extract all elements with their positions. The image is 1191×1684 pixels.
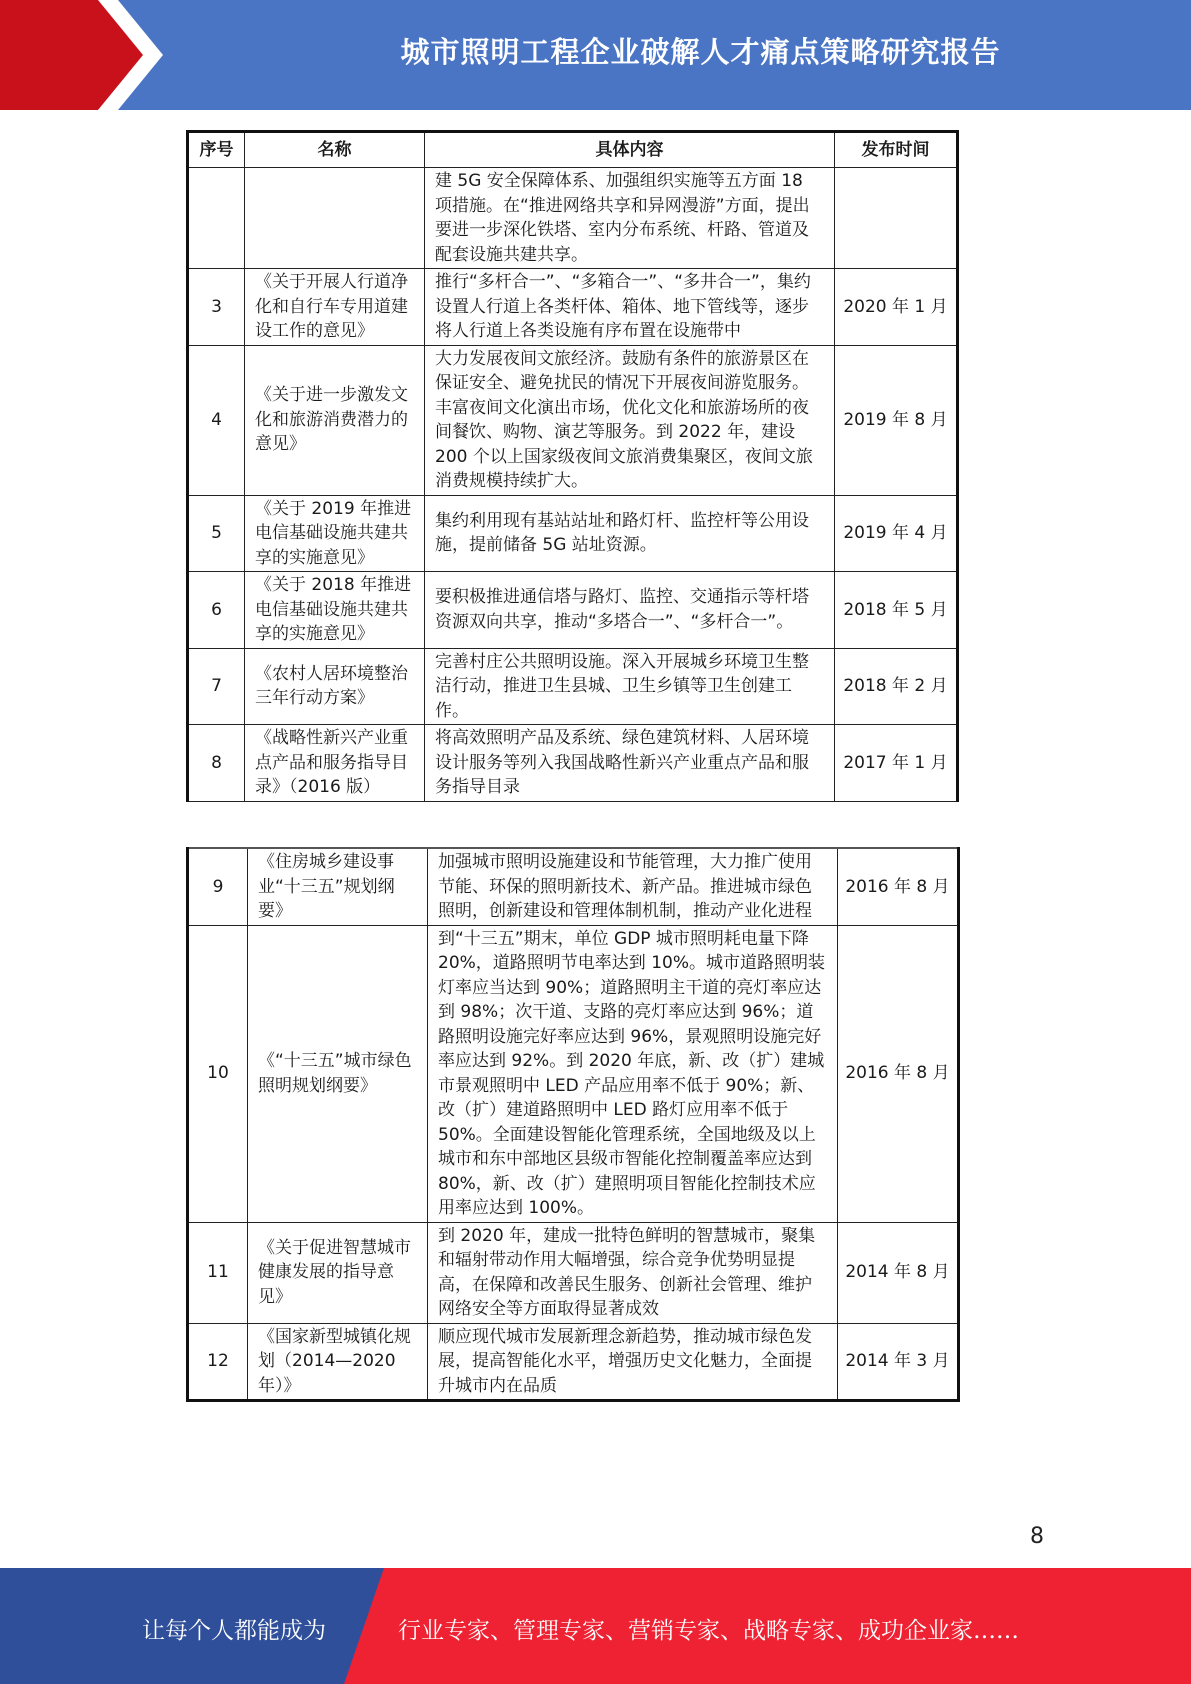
row-number: 8 bbox=[188, 725, 245, 802]
row-name: 《战略性新兴产业重点产品和服务指导目录》（2016 版） bbox=[245, 725, 425, 802]
row-content: 将高效照明产品及系统、绿色建筑材料、人居环境设计服务等列入我国战略性新兴产业重点产品和服务指导目录 bbox=[425, 725, 835, 802]
row-content: 到“十三五”期末，单位 GDP 城市照明耗电量下降 20%，道路照明节电率达到 10%。城市道路照明装灯率应当达到 90%；道路照明主干道的亮灯率应达到 98%；次干道、支路的亮灯率应达到 96%；道路照明设施完好率应达到 96%，景观照明设施完好率应达到 92%。到 2020 年底，新、改（扩）建城市景观照明中 LED 产品应用率不低于 90%；新、改（扩）建道路照明中 LED 路灯应用率不低于 50%。全面建设智能化管理系统，全国地级及以上城市和东中部地区县级市智能化控制覆盖率应达到 80%，新、改（扩）建照明项目智能化控制技术应用率应达到 100%。 bbox=[428, 925, 838, 1222]
row-number: 7 bbox=[188, 648, 245, 725]
row-content: 加强城市照明设施建设和节能管理，大力推广使用节能、环保的照明新技术、新产品。推进城市绿色照明，创新建设和管理体制机制，推动产业化进程 bbox=[428, 848, 838, 925]
row-number bbox=[188, 168, 245, 269]
row-date: 2019 年 8 月 bbox=[835, 345, 958, 495]
table-row bbox=[188, 1323, 959, 1401]
row-number: 4 bbox=[188, 345, 245, 495]
column-header-date: 发布时间 bbox=[835, 132, 958, 168]
row-number: 11 bbox=[188, 1222, 248, 1323]
table-row bbox=[188, 495, 958, 572]
row-name: 《农村人居环境整治三年行动方案》 bbox=[245, 648, 425, 725]
row-number: 12 bbox=[188, 1323, 248, 1401]
page-footer bbox=[0, 1568, 1191, 1684]
row-number: 6 bbox=[188, 572, 245, 649]
page-header bbox=[0, 0, 1191, 110]
row-number: 3 bbox=[188, 269, 245, 346]
row-name bbox=[245, 168, 425, 269]
row-date: 2016 年 8 月 bbox=[838, 925, 959, 1222]
row-content: 建 5G 安全保障体系、加强组织实施等五方面 18 项措施。在“推进网络共享和异网漫游”方面，提出要进一步深化铁塔、室内分布系统、杆路、管道及配套设施共建共享。 bbox=[425, 168, 835, 269]
row-number: 9 bbox=[188, 848, 248, 925]
row-number: 10 bbox=[188, 925, 248, 1222]
policy-table-part2 bbox=[186, 847, 960, 1402]
row-name: 《“十三五”城市绿色照明规划纲要》 bbox=[248, 925, 428, 1222]
row-date: 2018 年 2 月 bbox=[835, 648, 958, 725]
table-row bbox=[188, 269, 958, 346]
row-name: 《关于 2019 年推进电信基础设施共建共享的实施意见》 bbox=[245, 495, 425, 572]
row-name: 《国家新型城镇化规划（2014—2020 年）》 bbox=[248, 1323, 428, 1401]
row-content: 集约利用现有基站站址和路灯杆、监控杆等公用设施，提前储备 5G 站址资源。 bbox=[425, 495, 835, 572]
footer-slogan-right: 行业专家、管理专家、营销专家、战略专家、成功企业家…… bbox=[398, 1618, 1019, 1644]
row-date: 2016 年 8 月 bbox=[838, 848, 959, 925]
row-name: 《关于进一步激发文化和旅游消费潜力的意见》 bbox=[245, 345, 425, 495]
table-row bbox=[188, 848, 959, 925]
table-row bbox=[188, 648, 958, 725]
row-content: 推行“多杆合一”、“多箱合一”、“多井合一”，集约设置人行道上各类杆体、箱体、地下管线等，逐步将人行道上各类设施有序布置在设施带中 bbox=[425, 269, 835, 346]
row-name: 《关于开展人行道净化和自行车专用道建设工作的意见》 bbox=[245, 269, 425, 346]
row-number: 5 bbox=[188, 495, 245, 572]
policy-table-part1 bbox=[186, 130, 959, 802]
row-content: 大力发展夜间文旅经济。鼓励有条件的旅游景区在保证安全、避免扰民的情况下开展夜间游览服务。丰富夜间文化演出市场，优化文化和旅游场所的夜间餐饮、购物、演艺等服务。到 2022 年，建设 200 个以上国家级夜间文旅消费集聚区，夜间文旅消费规模持续扩大。 bbox=[425, 345, 835, 495]
row-date: 2019 年 4 月 bbox=[835, 495, 958, 572]
row-content: 完善村庄公共照明设施。深入开展城乡环境卫生整洁行动，推进卫生县城、卫生乡镇等卫生创建工作。 bbox=[425, 648, 835, 725]
table-row bbox=[188, 572, 958, 649]
row-date: 2014 年 8 月 bbox=[838, 1222, 959, 1323]
row-name: 《关于 2018 年推进电信基础设施共建共享的实施意见》 bbox=[245, 572, 425, 649]
table-row bbox=[188, 1222, 959, 1323]
row-content: 到 2020 年，建成一批特色鲜明的智慧城市，聚集和辐射带动作用大幅增强，综合竞争优势明显提高，在保障和改善民生服务、创新社会管理、维护网络安全等方面取得显著成效 bbox=[428, 1222, 838, 1323]
row-date: 2014 年 3 月 bbox=[838, 1323, 959, 1401]
page-number: 8 bbox=[1030, 1524, 1044, 1549]
table-header-row bbox=[188, 132, 958, 168]
column-header-content: 具体内容 bbox=[425, 132, 835, 168]
row-date: 2018 年 5 月 bbox=[835, 572, 958, 649]
table-row bbox=[188, 168, 958, 269]
row-name: 《住房城乡建设事业“十三五”规划纲要》 bbox=[248, 848, 428, 925]
table-row bbox=[188, 725, 958, 802]
row-content: 要积极推进通信塔与路灯、监控、交通指示等杆塔资源双向共享，推动“多塔合一”、“多杆合一”。 bbox=[425, 572, 835, 649]
report-title: 城市照明工程企业破解人才痛点策略研究报告 bbox=[400, 35, 1001, 69]
row-date: 2017 年 1 月 bbox=[835, 725, 958, 802]
footer-slogan-left: 让每个人都能成为 bbox=[142, 1618, 326, 1644]
table-row bbox=[188, 345, 958, 495]
row-date: 2020 年 1 月 bbox=[835, 269, 958, 346]
column-header-number: 序号 bbox=[188, 132, 245, 168]
row-content: 顺应现代城市发展新理念新趋势，推动城市绿色发展，提高智能化水平，增强历史文化魅力，全面提升城市内在品质 bbox=[428, 1323, 838, 1401]
table-row bbox=[188, 925, 959, 1222]
row-name: 《关于促进智慧城市健康发展的指导意见》 bbox=[248, 1222, 428, 1323]
column-header-name: 名称 bbox=[245, 132, 425, 168]
row-date bbox=[835, 168, 958, 269]
